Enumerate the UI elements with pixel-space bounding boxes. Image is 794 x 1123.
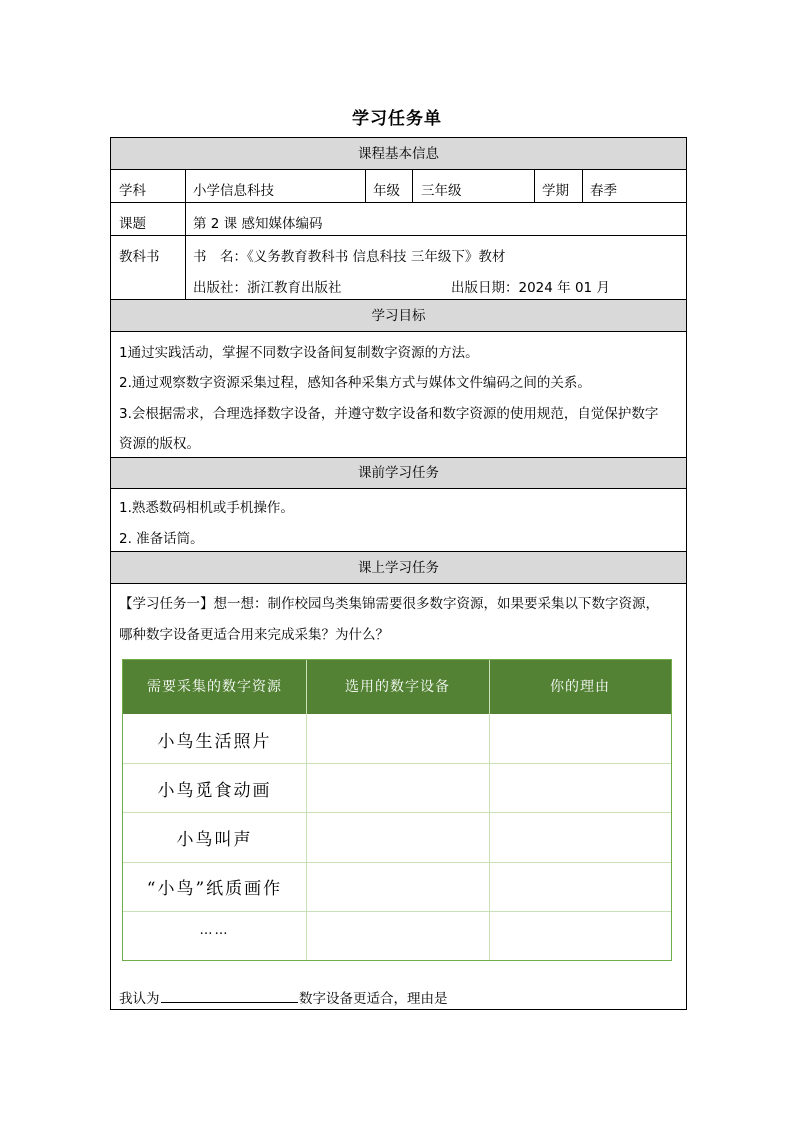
lesson-label: 课题: [119, 216, 146, 232]
table-row: ……: [199, 923, 230, 938]
column-divider: [185, 170, 186, 299]
column-divider: [365, 170, 366, 202]
table-row: “小鸟”纸质画作: [146, 879, 283, 899]
conclusion-blank[interactable]: [161, 1002, 298, 1003]
resource-table-header: [123, 660, 671, 714]
column-divider: [582, 170, 583, 202]
header-resource: 需要采集的数字资源: [147, 679, 282, 695]
section-header-inclass: 课上学习任务: [111, 551, 686, 584]
grade-label: 年级: [373, 183, 400, 199]
column-divider: [412, 170, 413, 202]
section-header-basic: 课程基本信息: [111, 138, 686, 170]
header-reason: 你的理由: [550, 679, 610, 695]
column-divider: [534, 170, 535, 202]
conclusion-suffix: 数字设备更适合，理由是: [299, 991, 448, 1007]
term-label: 学期: [542, 183, 569, 199]
section-header-goals: 学习目标: [111, 299, 686, 332]
section-header-pre: 课前学习任务: [111, 457, 686, 489]
conclusion-prefix: 我认为: [119, 991, 160, 1007]
book-name: 书 名：《义务教育教科书 信息科技 三年级下》教材: [193, 249, 506, 265]
row-divider: [111, 235, 686, 236]
goal-item: 1通过实践活动，掌握不同数字设备间复制数字资源的方法。: [119, 345, 479, 361]
column-divider: [489, 660, 490, 960]
table-row: 小鸟叫声: [176, 830, 253, 850]
resource-table: [122, 659, 672, 961]
row-divider: [123, 763, 671, 764]
publish-date: 出版日期：2024 年 01 月: [451, 280, 610, 296]
row-divider: [123, 862, 671, 863]
term-value: 春季: [590, 183, 617, 199]
task1-prompt: 【学习任务一】想一想：制作校园鸟类集锦需要很多数字资源，如果要采集以下数字资源，: [119, 596, 659, 612]
goal-item: 3.会根据需求，合理选择数字设备，并遵守数字设备和数字资源的使用规范，自觉保护数字: [119, 406, 659, 422]
column-divider: [306, 660, 307, 960]
subject-label: 学科: [119, 183, 146, 199]
grade-value: 三年级: [421, 183, 462, 199]
goal-item: 2.通过观察数字资源采集过程，感知各种采集方式与媒体文件编码之间的关系。: [119, 375, 591, 391]
task1-question: 哪种数字设备更适合用来完成采集？为什么？: [119, 627, 389, 643]
table-row: 小鸟觅食动画: [157, 781, 272, 801]
row-divider: [123, 812, 671, 813]
goal-item: 资源的版权。: [119, 436, 200, 452]
row-divider: [123, 911, 671, 912]
pre-task-item: 2. 准备话筒。: [119, 531, 204, 547]
page-title: 学习任务单: [352, 109, 442, 129]
row-divider: [111, 202, 686, 203]
subject-value: 小学信息科技: [193, 183, 274, 199]
pre-task-item: 1.熟悉数码相机或手机操作。: [119, 500, 294, 516]
textbook-label: 教科书: [119, 249, 160, 265]
header-device: 选用的数字设备: [345, 679, 450, 695]
table-row: 小鸟生活照片: [157, 732, 272, 752]
lesson-value: 第 2 课 感知媒体编码: [193, 216, 323, 232]
publisher: 出版社：浙江教育出版社: [193, 280, 342, 296]
